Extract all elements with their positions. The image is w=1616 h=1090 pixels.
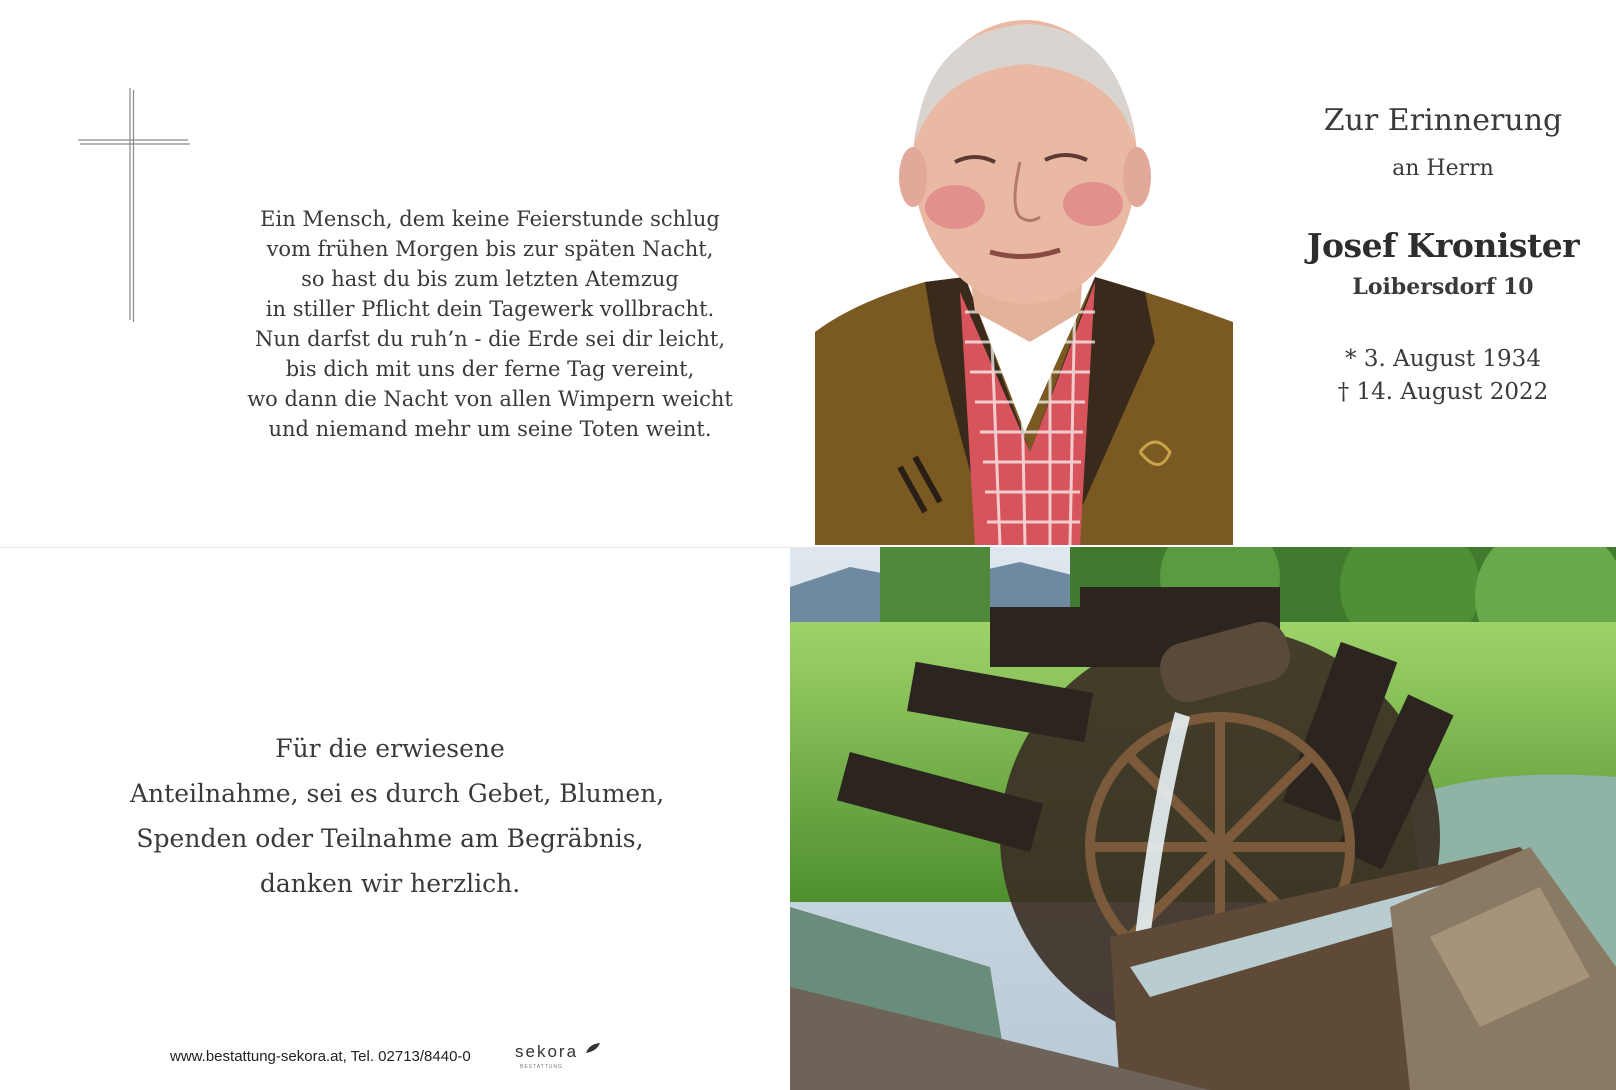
- deceased-name: Josef Kronister: [1306, 226, 1580, 265]
- poem-line: und niemand mehr um seine Toten weint.: [268, 417, 712, 441]
- memorial-subtitle: an Herrn: [1392, 156, 1494, 181]
- funeral-home-contact: www.bestattung-sekora.at, Tel. 02713/8440-0: [170, 1048, 471, 1065]
- poem-line: Nun darfst du ruh’n - die Erde sei dir leicht,: [254, 327, 726, 351]
- funeral-home-logo: [515, 1042, 601, 1062]
- poem-line: Ein Mensch, dem keine Feierstunde schlug: [260, 207, 720, 231]
- poem: [240, 204, 740, 444]
- logo-subtext: BESTATTUNG: [520, 1064, 563, 1070]
- leaf-icon: [585, 1042, 601, 1054]
- poem-line: wo dann die Nacht von allen Wimpern weicht: [247, 387, 733, 411]
- portrait-photo: [815, 12, 1233, 545]
- deceased-place: Loibersdorf 10: [1352, 274, 1534, 300]
- memorial-title: Zur Erinnerung: [1323, 103, 1563, 138]
- water-wheel-photo: [790, 547, 1616, 1090]
- thanks-line: Anteilnahme, sei es durch Gebet, Blumen,: [130, 779, 665, 808]
- thanks-text: [130, 726, 665, 906]
- poem-line: so hast du bis zum letzten Atemzug: [301, 267, 679, 291]
- death-date: † 14. August 2022: [1337, 379, 1549, 405]
- thanks-line: Spenden oder Teilnahme am Begräbnis,: [136, 824, 644, 853]
- thanks-line: Für die erwiesene: [275, 734, 505, 763]
- poem-line: vom frühen Morgen bis zur späten Nacht,: [266, 237, 714, 261]
- poem-line: bis dich mit uns der ferne Tag vereint,: [285, 357, 695, 381]
- thanks-line: danken wir herzlich.: [259, 869, 521, 898]
- birth-date: * 3. August 1934: [1345, 346, 1541, 372]
- logo-text: sekora: [515, 1042, 579, 1061]
- poem-line: in stiller Pflicht dein Tagewerk vollbracht.: [265, 297, 715, 321]
- cross-icon: [78, 88, 190, 323]
